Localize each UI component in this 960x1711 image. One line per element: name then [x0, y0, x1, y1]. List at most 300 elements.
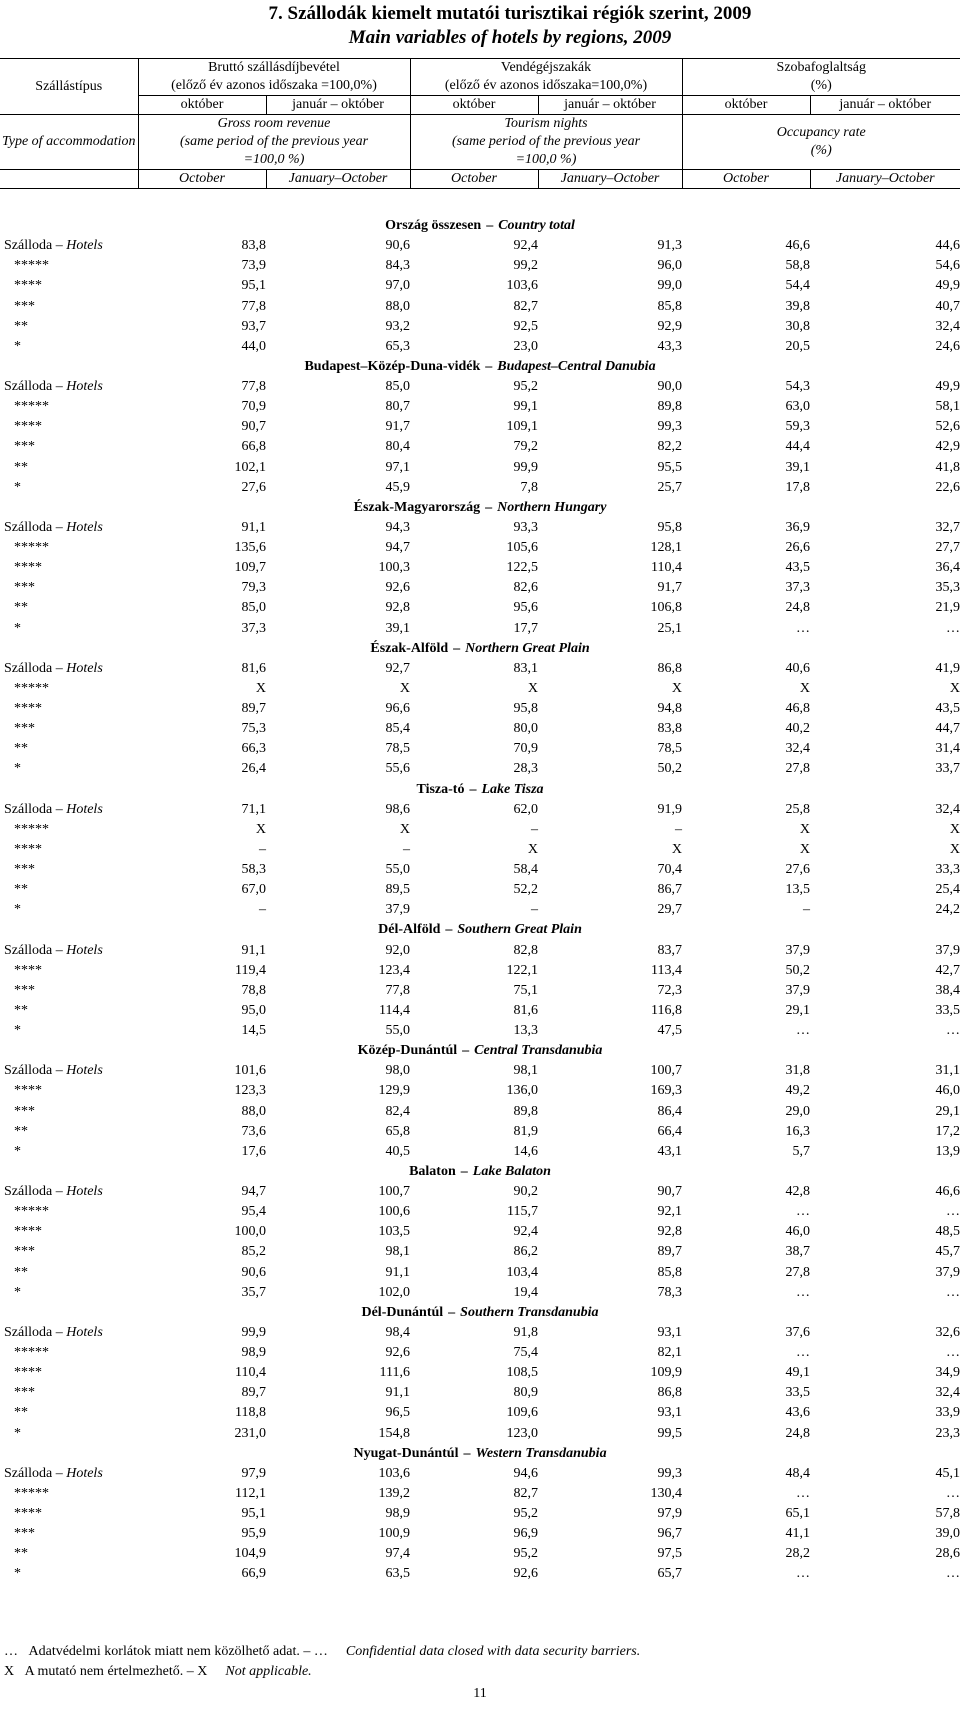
period-hu: október	[410, 96, 538, 115]
section-title-hu: Tisza-tó	[416, 781, 465, 797]
table-cell: 63,5	[385, 1566, 410, 1582]
table-cell: 35,7	[241, 1284, 266, 1300]
table-cell: 82,1	[657, 1345, 682, 1361]
table-row	[0, 1061, 960, 1081]
table-cell: 13,3	[513, 1023, 538, 1039]
table-row	[0, 317, 960, 337]
table-cell: 32,7	[935, 519, 960, 535]
table-cell: 49,9	[935, 379, 960, 395]
table-row	[0, 1544, 960, 1564]
table-cell: 43,1	[657, 1143, 682, 1159]
table-cell: 99,2	[513, 258, 538, 274]
row-label: **	[14, 1002, 28, 1018]
table-row	[0, 1343, 960, 1363]
table-cell: 103,5	[378, 1224, 410, 1240]
row-label: Szálloda – Hotels	[4, 801, 103, 817]
table-cell: 99,0	[657, 278, 682, 294]
row-label: ****	[14, 1506, 42, 1522]
table-cell: 123,4	[378, 962, 410, 978]
table-cell: 52,2	[513, 882, 538, 898]
table-cell: 33,3	[935, 862, 960, 878]
table-cell: 112,1	[235, 1485, 266, 1501]
table-cell: 91,1	[385, 1264, 410, 1280]
table-cell: 139,2	[378, 1485, 410, 1501]
table-cell: 86,8	[657, 1385, 682, 1401]
table-cell: 24,6	[935, 338, 960, 354]
table-cell: 33,5	[935, 1002, 960, 1018]
section-header: Dél-Alföld – Southern Great Plain	[378, 922, 582, 938]
table-cell: 70,9	[241, 399, 266, 415]
table-cell: 70,4	[657, 862, 682, 878]
table-row	[0, 1403, 960, 1423]
period-hu: október	[682, 96, 810, 115]
row-label: ****	[14, 962, 42, 978]
group-nights-hu: Vendégéjszakák (előző év azonos időszaka=100,0%)	[410, 59, 682, 96]
table-row	[0, 417, 960, 437]
data-table	[0, 216, 960, 1585]
table-cell: 16,3	[785, 1123, 810, 1139]
table-cell: 96,7	[657, 1526, 682, 1542]
table-row	[0, 1001, 960, 1021]
table-cell: 73,9	[241, 258, 266, 274]
table-cell: 86,4	[657, 1103, 682, 1119]
table-row	[0, 840, 960, 860]
table-row	[0, 1564, 960, 1584]
table-cell: 29,0	[785, 1103, 810, 1119]
table-cell: 115,7	[507, 1204, 538, 1220]
row-label: *	[14, 1566, 21, 1582]
table-cell: 80,9	[513, 1385, 538, 1401]
table-cell: 17,6	[241, 1143, 266, 1159]
type-label-hu: Szállástípus	[35, 78, 103, 94]
table-cell: 37,9	[935, 1264, 960, 1280]
table-cell: 83,1	[513, 660, 538, 676]
table-row	[0, 880, 960, 900]
table-cell: 97,0	[385, 278, 410, 294]
table-cell: 55,6	[385, 761, 410, 777]
table-cell: –	[531, 821, 538, 837]
table-cell: 88,0	[241, 1103, 266, 1119]
table-cell: 89,8	[657, 399, 682, 415]
table-cell: 92,1	[657, 1204, 682, 1220]
row-label: **	[14, 741, 28, 757]
table-cell: 100,0	[234, 1224, 266, 1240]
table-cell: 105,6	[506, 540, 538, 556]
table-cell: 40,5	[385, 1143, 410, 1159]
table-row	[0, 961, 960, 981]
table-cell: 114,4	[379, 1002, 410, 1018]
section-title-en: Budapest–Central Danubia	[497, 358, 656, 374]
table-row	[0, 1202, 960, 1222]
section-header: Észak-Magyarország – Northern Hungary	[353, 499, 607, 515]
table-cell: 81,6	[513, 1002, 538, 1018]
period-hu: október	[138, 96, 266, 115]
table-cell: 43,3	[657, 338, 682, 354]
table-cell: 28,2	[785, 1546, 810, 1562]
table-cell: 99,9	[241, 1324, 266, 1340]
table-cell: 95,5	[657, 459, 682, 475]
section-title-en: Central Transdanubia	[474, 1043, 603, 1059]
row-label: ***	[14, 580, 35, 596]
table-cell: 109,6	[506, 1405, 538, 1421]
row-label: *****	[14, 258, 49, 274]
table-row	[0, 458, 960, 478]
table-cell: 92,8	[385, 600, 410, 616]
table-cell: X	[399, 680, 410, 696]
table-cell: 37,3	[241, 620, 266, 636]
table-cell: 94,7	[241, 1184, 266, 1200]
table-cell: X	[671, 680, 682, 696]
group-revenue-hu: Bruttó szállásdíjbevétel (előző év azonos időszaka =100,0%)	[138, 59, 410, 96]
table-row	[0, 518, 960, 538]
table-cell: 58,1	[935, 399, 960, 415]
row-label: *****	[14, 1345, 49, 1361]
row-label: Szálloda – Hotels	[4, 1465, 103, 1481]
table-cell: 29,1	[935, 1103, 960, 1119]
table-row	[0, 1142, 960, 1162]
table-cell: 94,7	[385, 540, 410, 556]
row-label: Szálloda – Hotels	[4, 942, 103, 958]
table-cell: 52,6	[935, 419, 960, 435]
row-label: *	[14, 338, 21, 354]
table-header	[0, 58, 960, 189]
period-en: January–October	[810, 170, 960, 189]
table-row	[0, 578, 960, 598]
table-cell: …	[796, 1284, 810, 1300]
table-cell: 65,7	[657, 1566, 682, 1582]
row-label: **	[14, 1123, 28, 1139]
table-cell: 82,4	[385, 1103, 410, 1119]
table-cell: 94,6	[513, 1465, 538, 1481]
table-cell: 66,4	[657, 1123, 682, 1139]
table-cell: 50,2	[785, 962, 810, 978]
table-cell: 58,3	[241, 862, 266, 878]
table-cell: 123,0	[506, 1425, 538, 1441]
table-cell: 37,9	[385, 902, 410, 918]
row-label: *	[14, 1425, 21, 1441]
table-cell: 91,7	[385, 419, 410, 435]
table-cell: 47,5	[657, 1023, 682, 1039]
section-title-en: Lake Balaton	[472, 1163, 551, 1179]
row-label: ****	[14, 278, 42, 294]
table-cell: 103,4	[506, 1264, 538, 1280]
table-row	[0, 1524, 960, 1544]
table-cell: 86,8	[657, 660, 682, 676]
table-cell: …	[796, 1485, 810, 1501]
table-row	[0, 1021, 960, 1041]
row-label: *	[14, 1143, 21, 1159]
table-cell: 77,8	[385, 982, 410, 998]
table-cell: 93,3	[513, 519, 538, 535]
table-cell: 99,5	[657, 1425, 682, 1441]
table-cell: 97,9	[657, 1506, 682, 1522]
table-cell: 37,9	[785, 982, 810, 998]
section-title-en: Lake Tisza	[481, 781, 544, 797]
row-label: *	[14, 761, 21, 777]
table-cell: 37,9	[785, 942, 810, 958]
table-row	[0, 719, 960, 739]
table-cell: 24,2	[935, 902, 960, 918]
table-cell: 122,5	[506, 560, 538, 576]
table-cell: 80,7	[385, 399, 410, 415]
table-cell: 54,3	[785, 379, 810, 395]
table-cell: 81,9	[513, 1123, 538, 1139]
row-label: ***	[14, 298, 35, 314]
table-cell: 95,2	[513, 1506, 538, 1522]
table-cell: –	[259, 902, 266, 918]
table-cell: 123,3	[234, 1083, 266, 1099]
table-cell: 36,9	[785, 519, 810, 535]
row-label: *****	[14, 680, 49, 696]
table-cell: 28,6	[935, 1546, 960, 1562]
table-cell: 95,8	[657, 519, 682, 535]
table-cell: 82,6	[513, 580, 538, 596]
table-cell: 42,9	[935, 439, 960, 455]
row-label: *	[14, 620, 21, 636]
table-cell: 30,8	[785, 318, 810, 334]
table-cell: 85,4	[385, 721, 410, 737]
table-row	[0, 679, 960, 699]
table-cell: 103,6	[506, 278, 538, 294]
table-cell: 65,8	[385, 1123, 410, 1139]
table-cell: 44,6	[935, 238, 960, 254]
table-cell: 95,1	[241, 278, 266, 294]
section-title-en: Northern Great Plain	[465, 640, 590, 656]
table-cell: 25,7	[657, 479, 682, 495]
table-cell: 25,8	[785, 801, 810, 817]
table-cell: 63,0	[785, 399, 810, 415]
table-cell: 43,6	[785, 1405, 810, 1421]
table-cell: 92,6	[385, 580, 410, 596]
period-en: January–October	[538, 170, 682, 189]
table-row	[0, 941, 960, 961]
table-cell: 46,8	[785, 701, 810, 717]
table-cell: X	[799, 821, 810, 837]
table-cell: 97,1	[385, 459, 410, 475]
table-cell: 50,2	[657, 761, 682, 777]
table-cell: 89,8	[513, 1103, 538, 1119]
table-cell: 77,8	[241, 379, 266, 395]
table-cell: 82,7	[513, 298, 538, 314]
table-cell: 82,8	[513, 942, 538, 958]
table-cell: 100,3	[378, 560, 410, 576]
table-cell: …	[796, 1566, 810, 1582]
table-cell: 14,6	[513, 1143, 538, 1159]
table-cell: 17,8	[785, 479, 810, 495]
table-cell: 85,8	[657, 298, 682, 314]
table-cell: 43,5	[935, 701, 960, 717]
row-label: ***	[14, 1385, 35, 1401]
section-title-hu: Dél-Alföld	[378, 922, 441, 938]
period-en: October	[682, 170, 810, 189]
table-cell: 40,7	[935, 298, 960, 314]
table-cell: 98,9	[385, 1506, 410, 1522]
table-cell: 90,2	[513, 1184, 538, 1200]
table-cell: …	[946, 1284, 960, 1300]
table-cell: 95,0	[241, 1002, 266, 1018]
table-cell: 39,1	[385, 620, 410, 636]
table-cell: X	[799, 680, 810, 696]
table-cell: –	[403, 841, 410, 857]
table-cell: 33,7	[935, 761, 960, 777]
table-cell: 78,3	[657, 1284, 682, 1300]
table-cell: 46,0	[785, 1224, 810, 1240]
row-label: ***	[14, 721, 35, 737]
table-cell: 98,0	[385, 1063, 410, 1079]
row-label: ***	[14, 1526, 35, 1542]
table-cell: 27,8	[785, 1264, 810, 1280]
section-header: Nyugat-Dunántúl – Western Transdanubia	[353, 1445, 607, 1461]
table-cell: 92,6	[385, 1345, 410, 1361]
row-label: ****	[14, 1365, 42, 1381]
section-title-en: Western Transdanubia	[475, 1445, 607, 1461]
table-cell: …	[796, 1345, 810, 1361]
table-cell: 85,0	[241, 600, 266, 616]
table-cell: 98,1	[513, 1063, 538, 1079]
table-cell: 113,4	[651, 962, 682, 978]
section-header: Tisza-tó – Lake Tisza	[416, 781, 544, 797]
table-row	[0, 1424, 960, 1444]
section-header: Észak-Alföld – Northern Great Plain	[370, 640, 590, 656]
table-cell: 92,8	[657, 1224, 682, 1240]
table-row	[0, 759, 960, 779]
table-cell: 39,0	[935, 1526, 960, 1542]
table-row	[0, 538, 960, 558]
table-cell: 73,6	[241, 1123, 266, 1139]
table-row	[0, 1122, 960, 1142]
group-occupancy-en: Occupancy rate (%)	[682, 115, 960, 170]
table-cell: 92,9	[657, 318, 682, 334]
row-label: *	[14, 479, 21, 495]
section-title-hu: Budapest–Közép-Duna-vidék	[304, 358, 481, 374]
page-title	[0, 2, 960, 50]
table-cell: …	[796, 1023, 810, 1039]
row-label: *	[14, 1023, 21, 1039]
table-row	[0, 1363, 960, 1383]
row-label: ***	[14, 439, 35, 455]
row-label: ****	[14, 701, 42, 717]
section-header: Dél-Dunántúl – Southern Transdanubia	[361, 1304, 599, 1320]
table-cell: 91,1	[241, 942, 266, 958]
table-cell: 93,7	[241, 318, 266, 334]
table-cell: 97,4	[385, 1546, 410, 1562]
table-cell: 45,1	[935, 1465, 960, 1481]
table-cell: 128,1	[650, 540, 682, 556]
table-cell: X	[671, 841, 682, 857]
table-cell: 83,7	[657, 942, 682, 958]
table-cell: 46,6	[785, 238, 810, 254]
table-cell: 21,9	[935, 600, 960, 616]
table-cell: 95,1	[241, 1506, 266, 1522]
table-row	[0, 598, 960, 618]
table-cell: 48,5	[935, 1224, 960, 1240]
table-cell: 13,5	[785, 882, 810, 898]
title-hungarian: 7. Szállodák kiemelt mutatói turisztikai régiók szerint, 2009	[268, 3, 752, 24]
table-cell: 45,7	[935, 1244, 960, 1260]
table-cell: 80,4	[385, 439, 410, 455]
table-cell: 98,1	[385, 1244, 410, 1260]
table-cell: X	[255, 680, 266, 696]
type-label-en: Type of accommodation	[0, 115, 138, 170]
table-cell: 66,3	[241, 741, 266, 757]
table-cell: 46,6	[935, 1184, 960, 1200]
table-cell: 41,9	[935, 660, 960, 676]
table-cell: 109,1	[506, 419, 538, 435]
table-cell: 41,8	[935, 459, 960, 475]
table-cell: 92,5	[513, 318, 538, 334]
table-row	[0, 437, 960, 457]
table-cell: 40,6	[785, 660, 810, 676]
table-cell: 7,8	[520, 479, 538, 495]
table-cell: 49,1	[785, 1365, 810, 1381]
table-cell: 70,9	[513, 741, 538, 757]
table-cell: 44,4	[785, 439, 810, 455]
table-cell: X	[399, 821, 410, 837]
row-label: ***	[14, 1244, 35, 1260]
table-cell: 108,5	[506, 1365, 538, 1381]
section-title-hu: Ország összesen	[385, 218, 482, 234]
period-en: October	[410, 170, 538, 189]
table-row	[0, 1323, 960, 1343]
table-cell: 90,7	[657, 1184, 682, 1200]
table-cell: X	[949, 821, 960, 837]
table-cell: 66,8	[241, 439, 266, 455]
table-cell: 33,5	[785, 1385, 810, 1401]
table-cell: 95,9	[241, 1526, 266, 1542]
table-cell: 95,8	[513, 701, 538, 717]
table-cell: 58,4	[513, 862, 538, 878]
table-cell: 98,9	[241, 1345, 266, 1361]
table-cell: 36,4	[935, 560, 960, 576]
table-cell: 45,9	[385, 479, 410, 495]
table-cell: 79,3	[241, 580, 266, 596]
table-cell: 85,0	[385, 379, 410, 395]
table-cell: …	[796, 620, 810, 636]
table-row	[0, 256, 960, 276]
table-cell: 14,5	[241, 1023, 266, 1039]
table-row	[0, 619, 960, 639]
table-cell: 39,8	[785, 298, 810, 314]
table-row	[0, 1283, 960, 1303]
table-cell: 110,4	[651, 560, 682, 576]
row-label: ****	[14, 560, 42, 576]
table-row	[0, 800, 960, 820]
table-cell: 92,4	[513, 1224, 538, 1240]
table-cell: …	[946, 1204, 960, 1220]
table-cell: 92,7	[385, 660, 410, 676]
table-cell: 55,0	[385, 1023, 410, 1039]
table-cell: 98,6	[385, 801, 410, 817]
table-cell: 116,8	[651, 1002, 682, 1018]
table-row	[0, 659, 960, 679]
row-label: **	[14, 459, 28, 475]
table-cell: –	[259, 841, 266, 857]
row-label: *	[14, 1284, 21, 1300]
table-cell: 119,4	[235, 962, 266, 978]
table-cell: 43,5	[785, 560, 810, 576]
table-row	[0, 860, 960, 880]
table-cell: 99,9	[513, 459, 538, 475]
section-header: Közép-Dunántúl – Central Transdanubia	[357, 1043, 603, 1059]
table-row	[0, 297, 960, 317]
table-cell: 27,6	[241, 479, 266, 495]
table-cell: 81,6	[241, 660, 266, 676]
table-cell: 31,8	[785, 1063, 810, 1079]
table-row	[0, 981, 960, 1001]
table-cell: 122,1	[506, 962, 538, 978]
table-cell: 102,1	[234, 459, 266, 475]
row-label: Szálloda – Hotels	[4, 1324, 103, 1340]
